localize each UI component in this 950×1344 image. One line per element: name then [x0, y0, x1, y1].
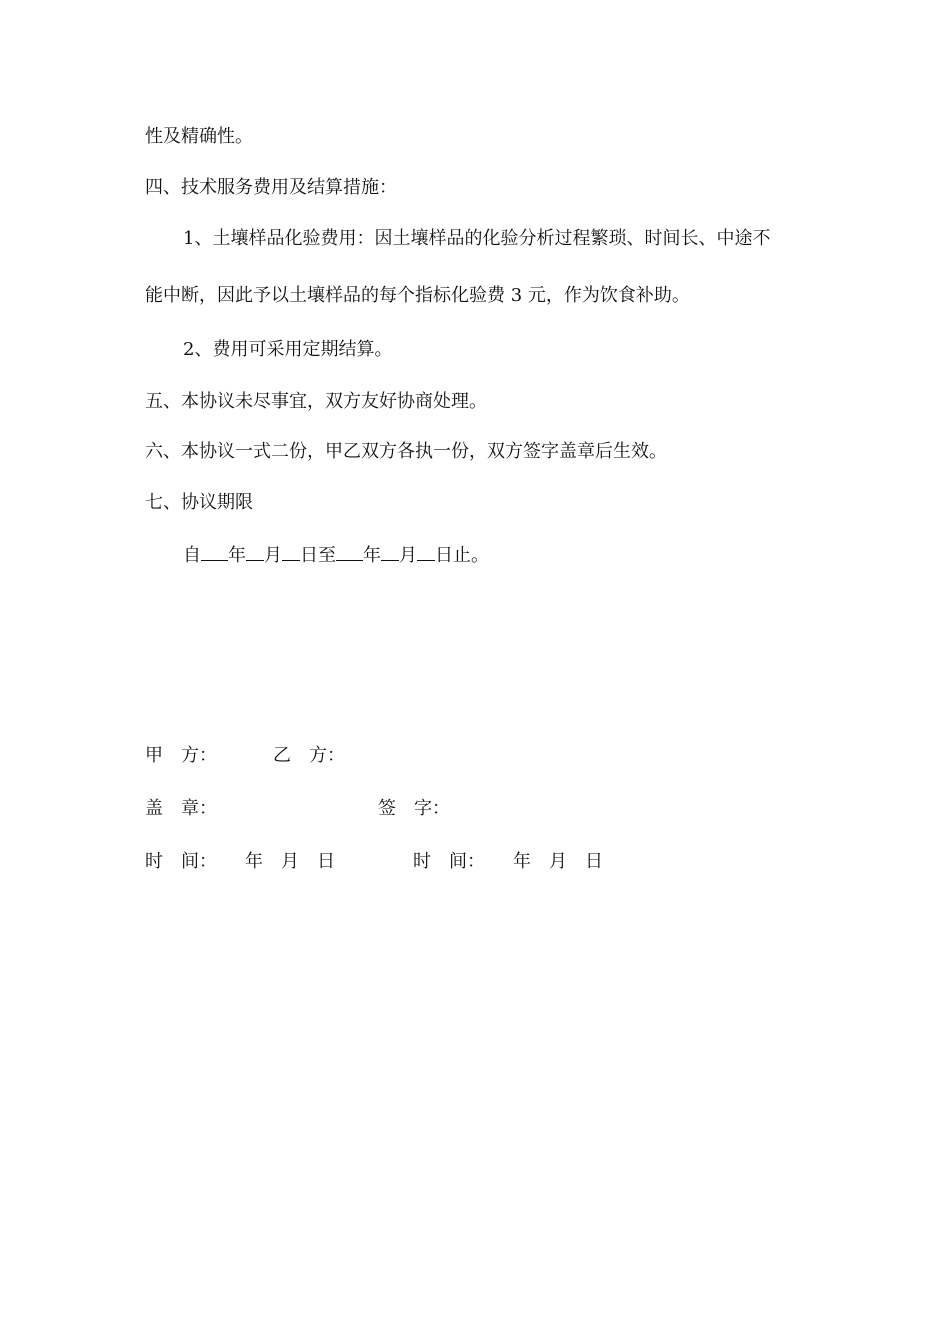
- start-year-blank[interactable]: [201, 542, 228, 561]
- party-b-label: 乙 方：: [273, 745, 345, 766]
- seal-label: 盖 章：: [145, 798, 217, 819]
- term-day-to: 日至: [300, 545, 336, 566]
- section-6-text: 六、本协议一式二份，甲乙双方各执一份，双方签字盖章后生效。: [145, 441, 667, 462]
- term-year-2: 年: [363, 545, 381, 566]
- date-b: 年 月 日: [513, 851, 603, 872]
- start-month-blank[interactable]: [246, 542, 264, 561]
- start-day-blank[interactable]: [282, 542, 300, 561]
- item-1-text-part2: 能中断，因此予以土壤样品的每个指标化验费 3 元，作为饮食补助。: [145, 285, 690, 306]
- end-day-blank[interactable]: [417, 542, 435, 561]
- end-year-blank[interactable]: [336, 542, 363, 561]
- date-a: 年 月 日: [245, 851, 335, 872]
- time-label-b: 时 间：: [413, 851, 485, 872]
- section-7-heading: 七、协议期限: [145, 492, 253, 513]
- term-day-end: 日止。: [435, 545, 489, 566]
- party-a-label: 甲 方：: [145, 745, 217, 766]
- term-month: 月: [264, 545, 282, 566]
- end-month-blank[interactable]: [381, 542, 399, 561]
- term-year: 年: [228, 545, 246, 566]
- time-label-a: 时 间：: [145, 851, 217, 872]
- section-5-text: 五、本协议未尽事宜，双方友好协商处理。: [145, 391, 487, 412]
- section-4-heading: 四、技术服务费用及结算措施：: [145, 177, 397, 198]
- sign-label: 签 字：: [378, 798, 450, 819]
- term-period-line: [183, 542, 489, 568]
- item-2-text: 2、费用可采用定期结算。: [183, 339, 393, 360]
- term-month-2: 月: [399, 545, 417, 566]
- term-from: 自: [183, 545, 201, 566]
- item-1-text-part1: 1、土壤样品化验费用：因土壤样品的化验分析过程繁琐、时间长、中途不: [183, 228, 771, 249]
- continuation-line: 性及精确性。: [145, 126, 253, 147]
